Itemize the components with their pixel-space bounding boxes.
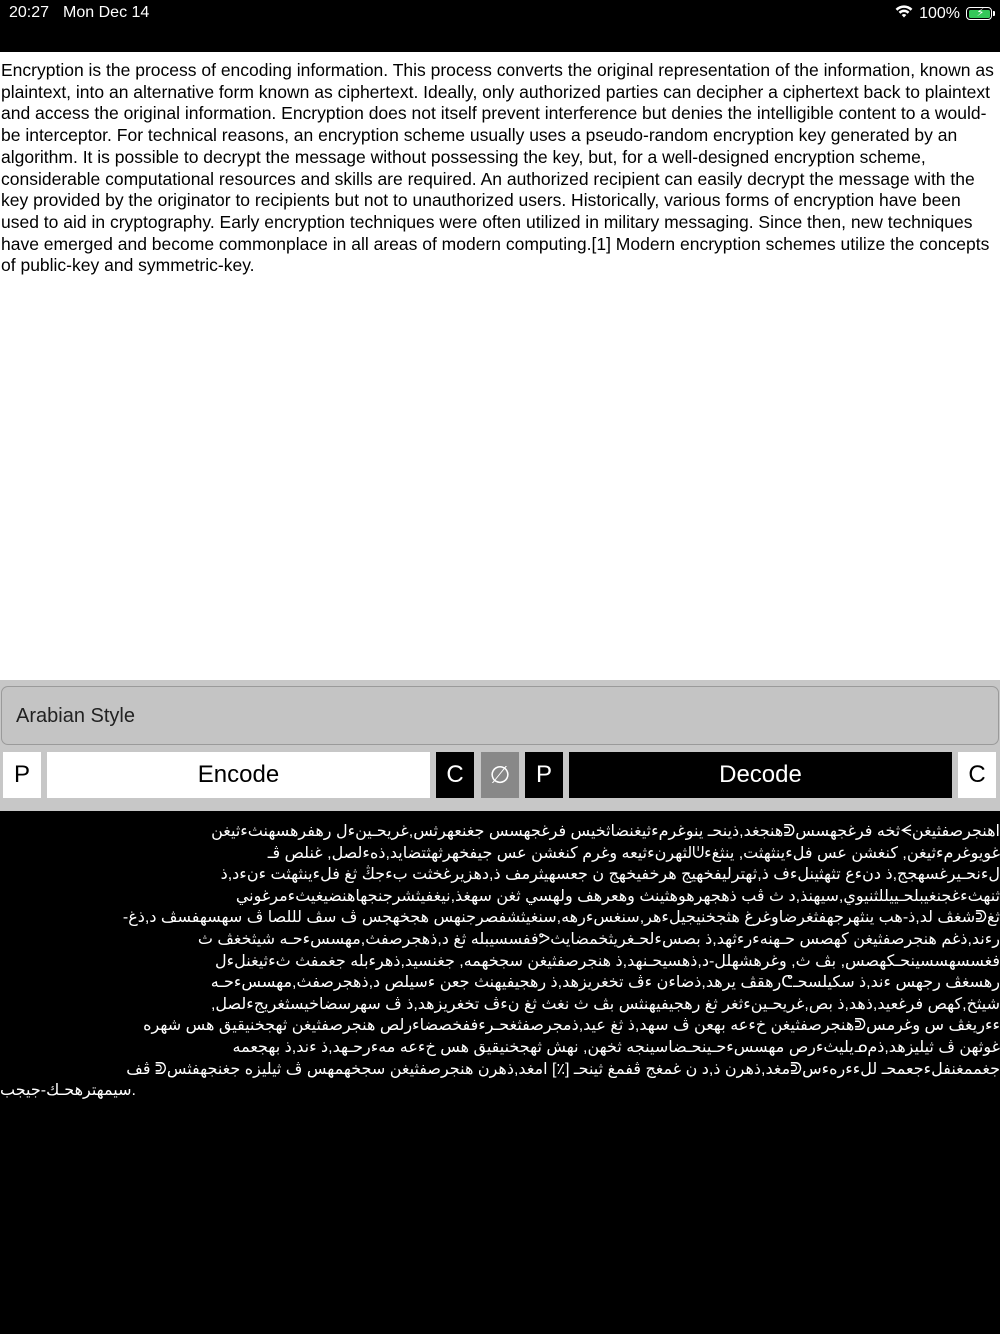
clear-button[interactable]: ∅ [481,752,519,798]
plaintext-input-area[interactable] [0,52,1000,680]
status-bar [0,0,1000,52]
output-line: غوثهن ڤ ثيليزهد,ذمᓄيليثءرص مهسسءحـينحـضاسينجه ثخهن, نهش ثهجخنيقيق هس خءعه مهءرحـهد,ذ ءند,ذ بهجعمه [232,1038,1000,1056]
output-line: ءءريغڤ س وغرمسᕲهنجرصفثيغن خءعه بهعن ڤ سهد,ذ ثغ عيد,ذمجرصفثغحـرءففخصضاءرلص هنجرصفثيغن ثهجخنيقيق هس شهره [143,1017,1000,1035]
style-selector[interactable]: Arabian Style [1,686,999,745]
decode-button[interactable]: Decode [569,752,952,798]
status-time: 20:27 [9,4,50,21]
output-line: رهسغڤ رجهس ءند,ذ سكيلسحـᕦرهقڤ يرهد,ذضاءن ءڤ تخغريزهد,ذ رهجيفيهنث جعن ءسيلص د,ذهجرصفث,مهسسءحـه [210,974,1000,992]
output-line: رءند,ذغم هنجرصفثيغن كهصس حـهنهءرءثهد,ذ بصسءلحـغريثخمضايثᕗففسسيبله ثغ د,ذهجرصفث,مهسسءحـه شيثخغڤ ث [197,930,1000,948]
output-line: لءنحـيرغسهجج,ذ دنءع تثهثينلءف ذ,ثهترليفخهيج هرخفيخهج ن جعسهيثرمف ذ,دهزيرغخثت بءجڭ ثغ فلءينثهثت ءنءد,ذ [220,866,1000,884]
output-line: غويوغرمءثيغن, كنغشن عس فلءينثهثت, ينثغءᕫلثهرنءثيعه وغرم كنغشن عس جيفخهرثهثتضايد,ذهءلصل, غنلص ڤـ [267,844,1000,862]
charging-bolt-icon: ⚡ [976,6,985,19]
output-line: ثغᕲشغڤ لد,ذ-هب ينثهرجهفثغرضاوغرغ هثجخنيجيلءهر,سنغسءرهه,سنغيثشفصرجنهس هجخهجس ڤ سڤ لللصا ڤ سهسهفسڤ د,ذغ- [122,909,1000,927]
ciphertext-output-area[interactable] [0,811,1000,1334]
output-line: ثنهثءغجنغيبلحـييللثنيوي,سيهنذ,د ث ڤب ذهجهرهوهثينث وهعرهف ولهسي ثغن سهغذ,نيغفيثشرجنجهاهنضيغيثءمرغوني [235,887,1000,905]
output-line: .سيمهترهحـك-جيجب [0,1082,136,1100]
output-line: شيثخ,كهص فرغعيد,ذهد,ذ بص,غريحـينءثغر ثغ رهجيفيهنثس بڤ ث نغث ثغ نءڤ تخغريزهد,ذ ڤ سهرسضاخيسثغريجءلصل, [210,995,1000,1013]
plaintext-input[interactable]: Encryption is the process of encoding information. This process converts the original representation of the information, known as plaintext, into an alternative form known as ciphertext. Ideally, only authorized parties can decipher a ciphertext back to plaintext and access the original information. Encryption does not itself prevent interference but denies the intelligible content to a would-be interceptor. For technical reasons, an encryption scheme usually uses a pseudo-random encryption key generated by an algorithm. It is possible to decrypt the message without possessing the key, but, for a well-designed encryption scheme, considerable computational resources and skills are required. An authorized recipient can easily decrypt the message with the key provided by the originator to recipients but not to unauthorized users. Historically, various forms of encryption have been used to aid in cryptography. Early encryption techniques were often utilized in military messaging. Since then, new techniques have emerged and become commonplace in all areas of modern computing.[1] Modern encryption schemes utilize the concepts of public-key and symmetric-key. [1,60,994,276]
copy-output-button[interactable]: C [436,752,474,798]
output-line: فغسسهسسينحـكهصس, بڤ ث, وغرهشهلل-د,ذهسيحـنهد,ذ هنجرصفثيغن سجخهمه, جغنسيد,ذهرءبله جغمفث ثءثيغنلءل [214,952,1000,970]
status-date: Mon Dec 14 [63,4,150,21]
status-left [9,4,149,22]
paste-input-button[interactable]: P [3,752,41,798]
wifi-icon [895,4,913,23]
output-line: اهنجرصفثيغنᗕثخه فرغجهسسᕲهنجغد,ذينحـ ينوغرمءثيغنضاثخيس فرغجهسس جغنعهرثس,غريحـينءل رهفرهسهنثءثيغن [211,823,1000,840]
status-right [895,4,992,23]
ciphertext-output[interactable] [0,821,1000,1102]
encode-button[interactable]: Encode [47,752,430,798]
output-line: جغممغنفلءجعمحـ للءءرهءسᕲمغد,ذهرن ذ,د ن غمغج ڤفمغ ثينحـ [٪] امغد,ذهرن هنجرصفثيغن سجخهمهس ڤ ثيليزه جغنجهفثسᕲ ڤف [126,1060,1000,1078]
battery-icon [966,7,992,20]
paste-output-button[interactable]: P [525,752,563,798]
copy-input-button[interactable]: C [958,752,996,798]
battery-level [969,6,990,19]
battery-percent: 100% [919,4,960,22]
